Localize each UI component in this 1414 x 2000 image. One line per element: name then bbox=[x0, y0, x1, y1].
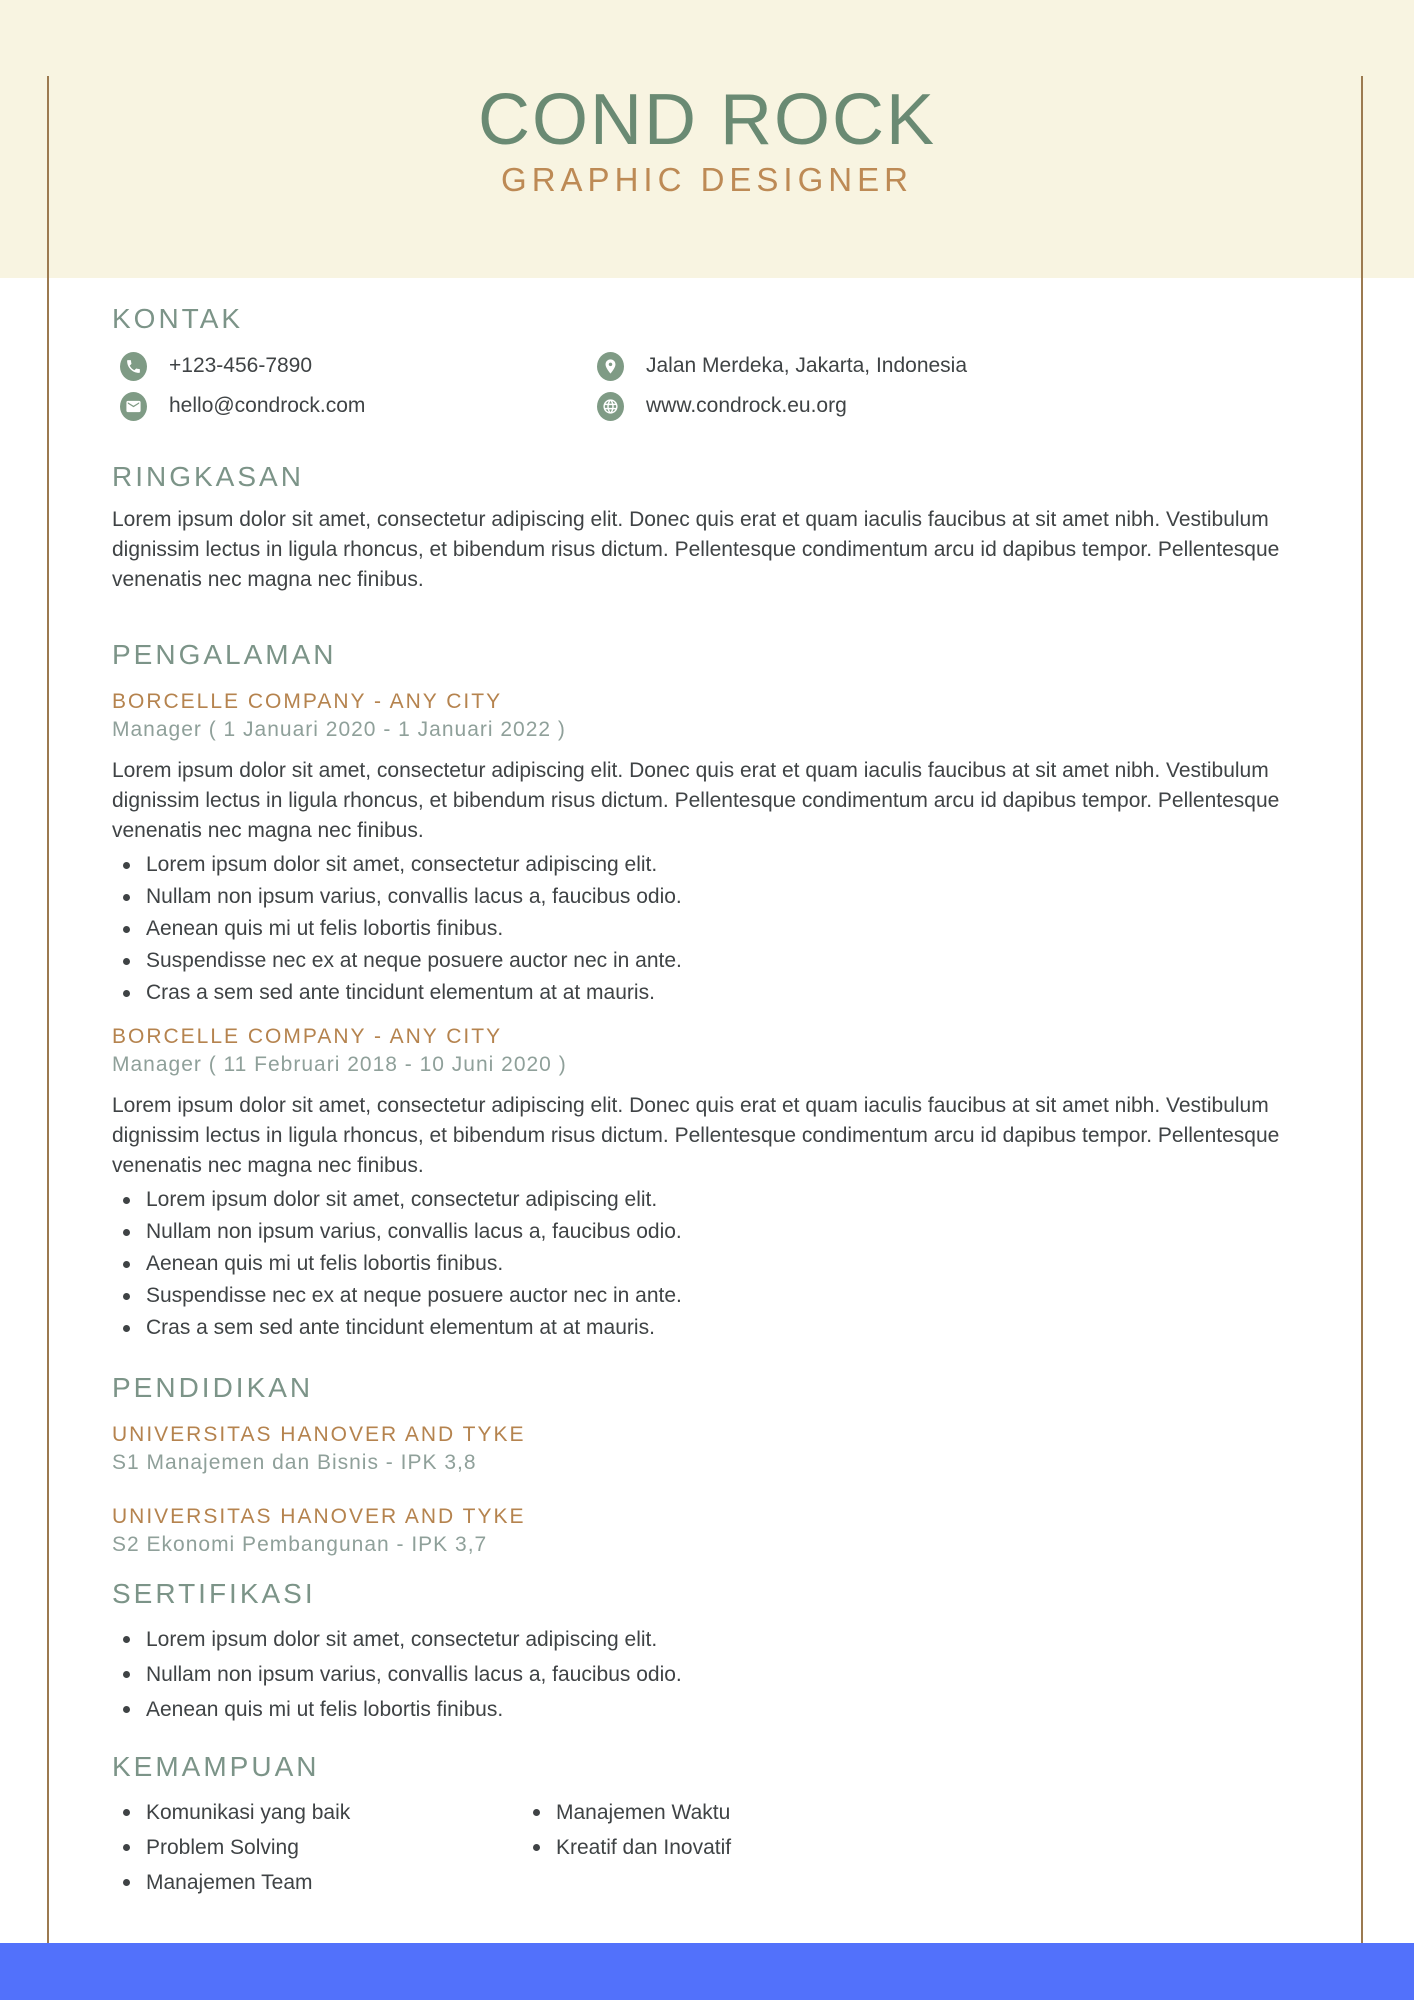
section-skills bbox=[112, 1751, 1364, 1900]
certification-heading: SERTIFIKASI bbox=[112, 1578, 316, 1609]
list-item: Nullam non ipsum varius, convallis lacus a, faucibus odio. bbox=[112, 881, 1364, 913]
education-school-1 bbox=[112, 1422, 1364, 1478]
list-item: Cras a sem sed ante tincidunt elementum at at mauris. bbox=[112, 1312, 1364, 1344]
list-item: Komunikasi yang baik bbox=[112, 1795, 522, 1830]
job-bullet-list bbox=[112, 1184, 1364, 1344]
list-item: Lorem ipsum dolor sit amet, consectetur adipiscing elit. bbox=[112, 1622, 1364, 1657]
contact-website-value: www.condrock.eu.org bbox=[646, 394, 847, 417]
experience-job-2 bbox=[112, 1024, 1364, 1344]
list-item: Lorem ipsum dolor sit amet, consectetur adipiscing elit. bbox=[112, 1184, 1364, 1216]
job-company: BORCELLE COMPANY - ANY CITY bbox=[112, 690, 503, 713]
skills-grid bbox=[112, 1795, 1364, 1900]
left-accent-line bbox=[47, 76, 49, 1943]
list-item: Aenean quis mi ut felis lobortis finibus. bbox=[112, 1248, 1364, 1280]
section-summary bbox=[112, 461, 1364, 595]
summary-paragraph: Lorem ipsum dolor sit amet, consectetur adipiscing elit. Donec quis erat et quam iaculis faucibus at sit amet nibh. Vestibulum dignissim lectus in ligula rhoncus, et bibendum risus dictum. Pellentesque condimentum arcu id dapibus tempor. Pellentesque venenatis nec magna nec finibus. bbox=[112, 508, 1280, 591]
list-item: Manajemen Team bbox=[112, 1865, 522, 1900]
section-experience bbox=[112, 639, 1364, 1344]
section-contact bbox=[112, 303, 1364, 421]
skills-heading: KEMAMPUAN bbox=[112, 1751, 320, 1782]
list-item: Suspendisse nec ex at neque posuere auctor nec in ante. bbox=[112, 1280, 1364, 1312]
contact-item-email bbox=[112, 391, 597, 421]
list-item: Aenean quis mi ut felis lobortis finibus. bbox=[112, 913, 1364, 945]
experience-heading: PENGALAMAN bbox=[112, 639, 337, 670]
contact-item-website bbox=[597, 391, 1364, 421]
summary-heading: RINGKASAN bbox=[112, 461, 304, 492]
skills-column-1 bbox=[112, 1795, 522, 1900]
globe-icon bbox=[597, 392, 624, 421]
job-paragraph: Lorem ipsum dolor sit amet, consectetur adipiscing elit. Donec quis erat et quam iaculis faucibus at sit amet nibh. Vestibulum dignissim lectus in ligula rhoncus, et bibendum risus dictum. Pellentesque condimentum arcu id dapibus tempor. Pellentesque venenatis nec magna nec finibus. bbox=[112, 759, 1280, 842]
job-bullet-list bbox=[112, 849, 1364, 1009]
contact-email-value: hello@condrock.com bbox=[169, 394, 366, 417]
list-item: Aenean quis mi ut felis lobortis finibus. bbox=[112, 1692, 1364, 1727]
resume-name: COND ROCK bbox=[477, 80, 936, 160]
contact-grid bbox=[112, 351, 1364, 421]
school-name: UNIVERSITAS HANOVER AND TYKE bbox=[112, 1423, 526, 1446]
list-item: Lorem ipsum dolor sit amet, consectetur adipiscing elit. bbox=[112, 849, 1364, 881]
job-company: BORCELLE COMPANY - ANY CITY bbox=[112, 1025, 503, 1048]
list-item: Cras a sem sed ante tincidunt elementum at at mauris. bbox=[112, 977, 1364, 1009]
list-item: Suspendisse nec ex at neque posuere auctor nec in ante. bbox=[112, 945, 1364, 977]
list-item: Kreatif dan Inovatif bbox=[522, 1830, 1364, 1865]
contact-heading: KONTAK bbox=[112, 303, 244, 334]
phone-icon bbox=[120, 352, 147, 381]
school-degree: S2 Ekonomi Pembangunan - IPK 3,7 bbox=[112, 1533, 488, 1556]
education-school-2 bbox=[112, 1504, 1364, 1560]
contact-address-value: Jalan Merdeka, Jakarta, Indonesia bbox=[646, 354, 968, 377]
job-role: Manager ( 11 Februari 2018 - 10 Juni 2020 ) bbox=[112, 1053, 567, 1076]
section-certification bbox=[112, 1578, 1364, 1727]
location-icon bbox=[597, 352, 624, 381]
section-education bbox=[112, 1372, 1364, 1560]
school-degree: S1 Manajemen dan Bisnis - IPK 3,8 bbox=[112, 1451, 477, 1474]
experience-job-1 bbox=[112, 689, 1364, 1009]
education-heading: PENDIDIKAN bbox=[112, 1372, 314, 1403]
list-item: Nullam non ipsum varius, convallis lacus a, faucibus odio. bbox=[112, 1216, 1364, 1248]
mail-icon bbox=[120, 392, 147, 421]
contact-item-phone bbox=[112, 351, 597, 381]
contact-item-address bbox=[597, 351, 1364, 381]
list-item: Manajemen Waktu bbox=[522, 1795, 1364, 1830]
list-item: Nullam non ipsum varius, convallis lacus a, faucibus odio. bbox=[112, 1657, 1364, 1692]
resume-job-title: GRAPHIC DESIGNER bbox=[501, 161, 913, 198]
certification-list bbox=[112, 1622, 1364, 1727]
job-role: Manager ( 1 Januari 2020 - 1 Januari 2022 ) bbox=[112, 718, 566, 741]
footer-bar bbox=[0, 1943, 1414, 2000]
list-item: Problem Solving bbox=[112, 1830, 522, 1865]
skills-column-2 bbox=[522, 1795, 1364, 1865]
school-name: UNIVERSITAS HANOVER AND TYKE bbox=[112, 1505, 526, 1528]
job-paragraph: Lorem ipsum dolor sit amet, consectetur adipiscing elit. Donec quis erat et quam iaculis faucibus at sit amet nibh. Vestibulum dignissim lectus in ligula rhoncus, et bibendum risus dictum. Pellentesque condimentum arcu id dapibus tempor. Pellentesque venenatis nec magna nec finibus. bbox=[112, 1094, 1280, 1177]
contact-phone-value: +123-456-7890 bbox=[169, 354, 313, 377]
